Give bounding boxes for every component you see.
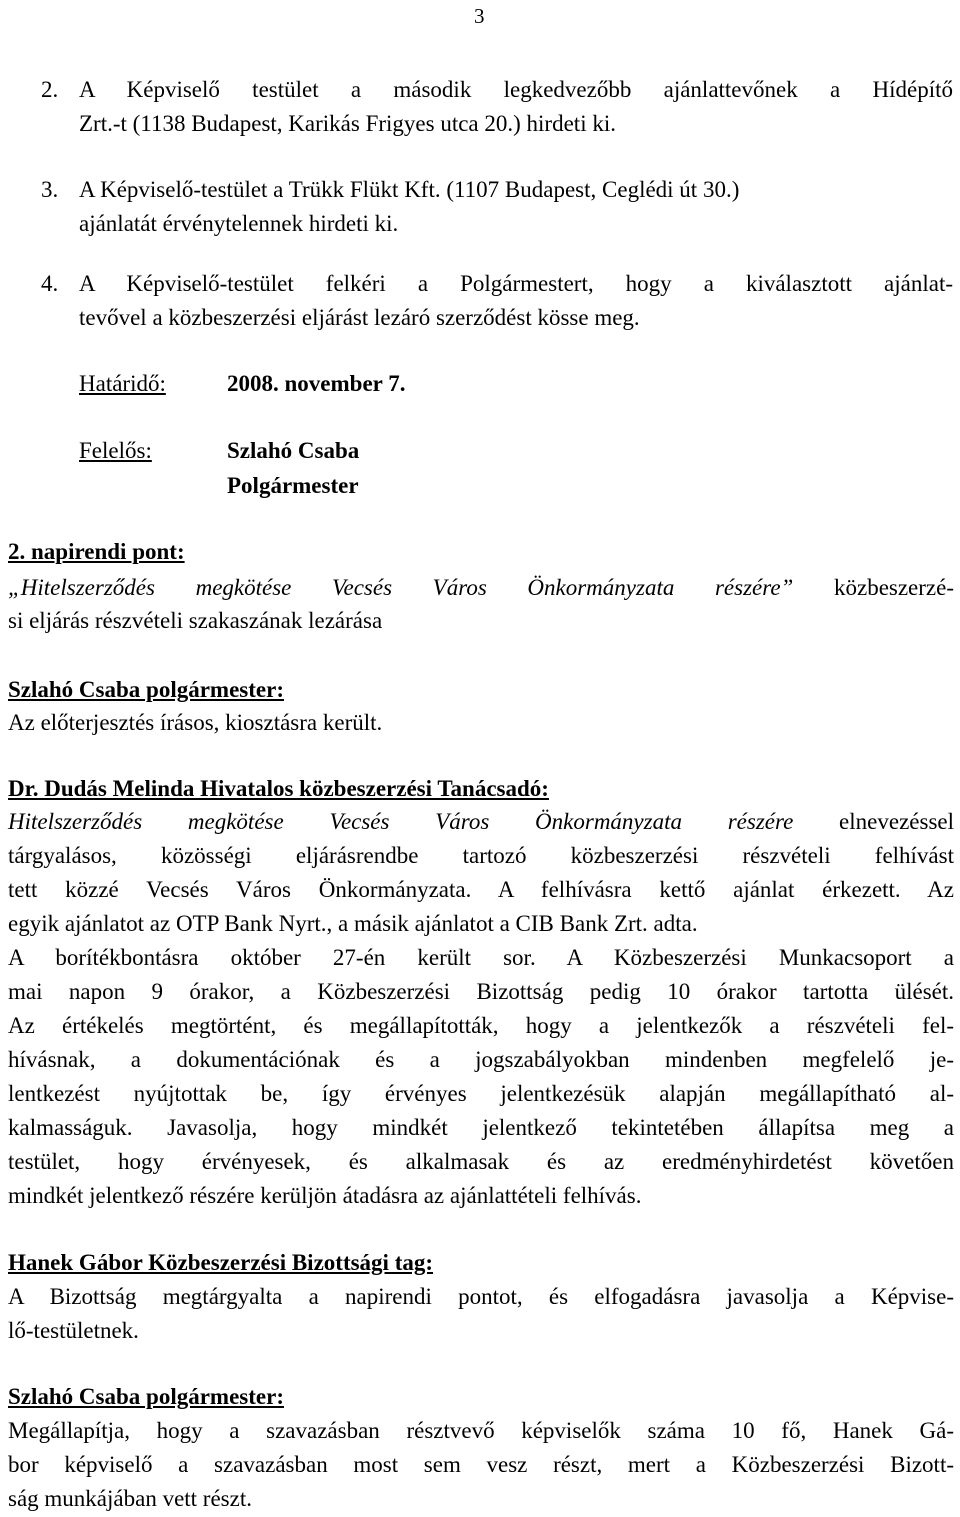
list-item-line: ajánlatát érvénytelennek hirdeti ki. <box>79 211 399 236</box>
speech-line: ság munkájában vett részt. <box>8 1486 252 1511</box>
agenda-title: „Hitelszerződés megkötése Vecsés Város Önkormányzata részére” <box>8 575 794 600</box>
speech-line: tett közzé Vecsés Város Önkormányzata. A felhívásra kettő ajánlat érkezett. Az <box>8 877 954 902</box>
speech-line: A Bizottság megtárgyalta a napirendi pontot, és elfogadásra javasolja a Képvise- <box>8 1284 954 1309</box>
agenda-title-rest: közbeszerzé- <box>793 575 954 600</box>
speech-line: Megállapítja, hogy a szavazásban résztvevő képviselők száma 10 fő, Hanek Gá- <box>8 1418 954 1443</box>
list-item-line: A Képviselő-testület felkéri a Polgármestert, hogy a kiválasztott ajánlat- <box>79 271 953 296</box>
list-item-number: 3. <box>41 177 59 202</box>
responsible-title: Polgármester <box>227 473 359 498</box>
speech-italic-title: Hitelszerződés megkötése Vecsés Város Önkormányzata részére <box>8 809 794 834</box>
speech-line: hívásnak, a dokumentációnak és a jogszabályokban mindenben megfelelő je- <box>8 1047 954 1072</box>
speech-line: lő-testületnek. <box>8 1318 139 1343</box>
deadline-label: Határidő: <box>79 371 166 396</box>
list-item-number: 4. <box>41 271 59 296</box>
speaker-name: Szlahó Csaba polgármester: <box>8 1384 284 1409</box>
speech-line: bor képviselő a szavazásban most sem vesz részt, mert a Közbeszerzési Bizott- <box>8 1452 954 1477</box>
page-number: 3 <box>474 4 485 28</box>
responsible-label: Felelős: <box>79 438 152 463</box>
agenda-heading: 2. napirendi pont: <box>8 539 185 564</box>
list-item-line: Zrt.-t (1138 Budapest, Karikás Frigyes utca 20.) hirdeti ki. <box>79 111 616 136</box>
deadline-value: 2008. november 7. <box>227 371 406 396</box>
speech-line: A borítékbontásra október 27-én került sor. A Közbeszerzési Munkacsoport a <box>8 945 954 970</box>
list-item-line: tevővel a közbeszerzési eljárást lezáró szerződést kösse meg. <box>79 305 640 330</box>
speech-line: Az értékelés megtörtént, és megállapították, hogy a jelentkezők a részvételi fel- <box>8 1013 954 1038</box>
list-item-line: A Képviselő testület a második legkedvezőbb ajánlattevőnek a Hídépítő <box>79 77 953 102</box>
speaker-name: Szlahó Csaba polgármester: <box>8 677 284 702</box>
agenda-title-line2: si eljárás részvételi szakaszának lezárása <box>8 608 383 633</box>
responsible-name: Szlahó Csaba <box>227 438 360 463</box>
speech-line: lentkezést nyújtottak be, így érvényes jelentkezésük alapján megállapítható al- <box>8 1081 954 1106</box>
speech-line-rest: elnevezéssel <box>793 809 954 834</box>
speech-line: tárgyalásos, közösségi eljárásrendbe tartozó közbeszerzési részvételi felhívást <box>8 843 954 868</box>
speech-line <box>8 808 954 836</box>
speech-line: egyik ajánlatot az OTP Bank Nyrt., a másik ajánlatot a CIB Bank Zrt. adta. <box>8 911 698 936</box>
speaker-name: Dr. Dudás Melinda Hivatalos közbeszerzési Tanácsadó: <box>8 776 549 801</box>
list-item-line: A Képviselő-testület a Trükk Flükt Kft. (1107 Budapest, Ceglédi út 30.) <box>79 177 740 202</box>
speech-line: kalmasságuk. Javasolja, hogy mindkét jelentkező tekintetében állapítsa meg a <box>8 1115 954 1140</box>
list-item-number: 2. <box>41 77 59 102</box>
speech-line: mai napon 9 órakor, a Közbeszerzési Bizottság pedig 10 órakor tartotta ülését. <box>8 979 954 1004</box>
speech-line: testület, hogy érvényesek, és alkalmasak és az eredményhirdetést követően <box>8 1149 954 1174</box>
speech-text: Az előterjesztés írásos, kiosztásra került. <box>8 710 383 735</box>
speech-line: mindkét jelentkező részére kerüljön átadásra az ajánlattételi felhívás. <box>8 1183 642 1208</box>
agenda-title-line <box>8 574 954 602</box>
speaker-name: Hanek Gábor Közbeszerzési Bizottsági tag: <box>8 1250 434 1275</box>
